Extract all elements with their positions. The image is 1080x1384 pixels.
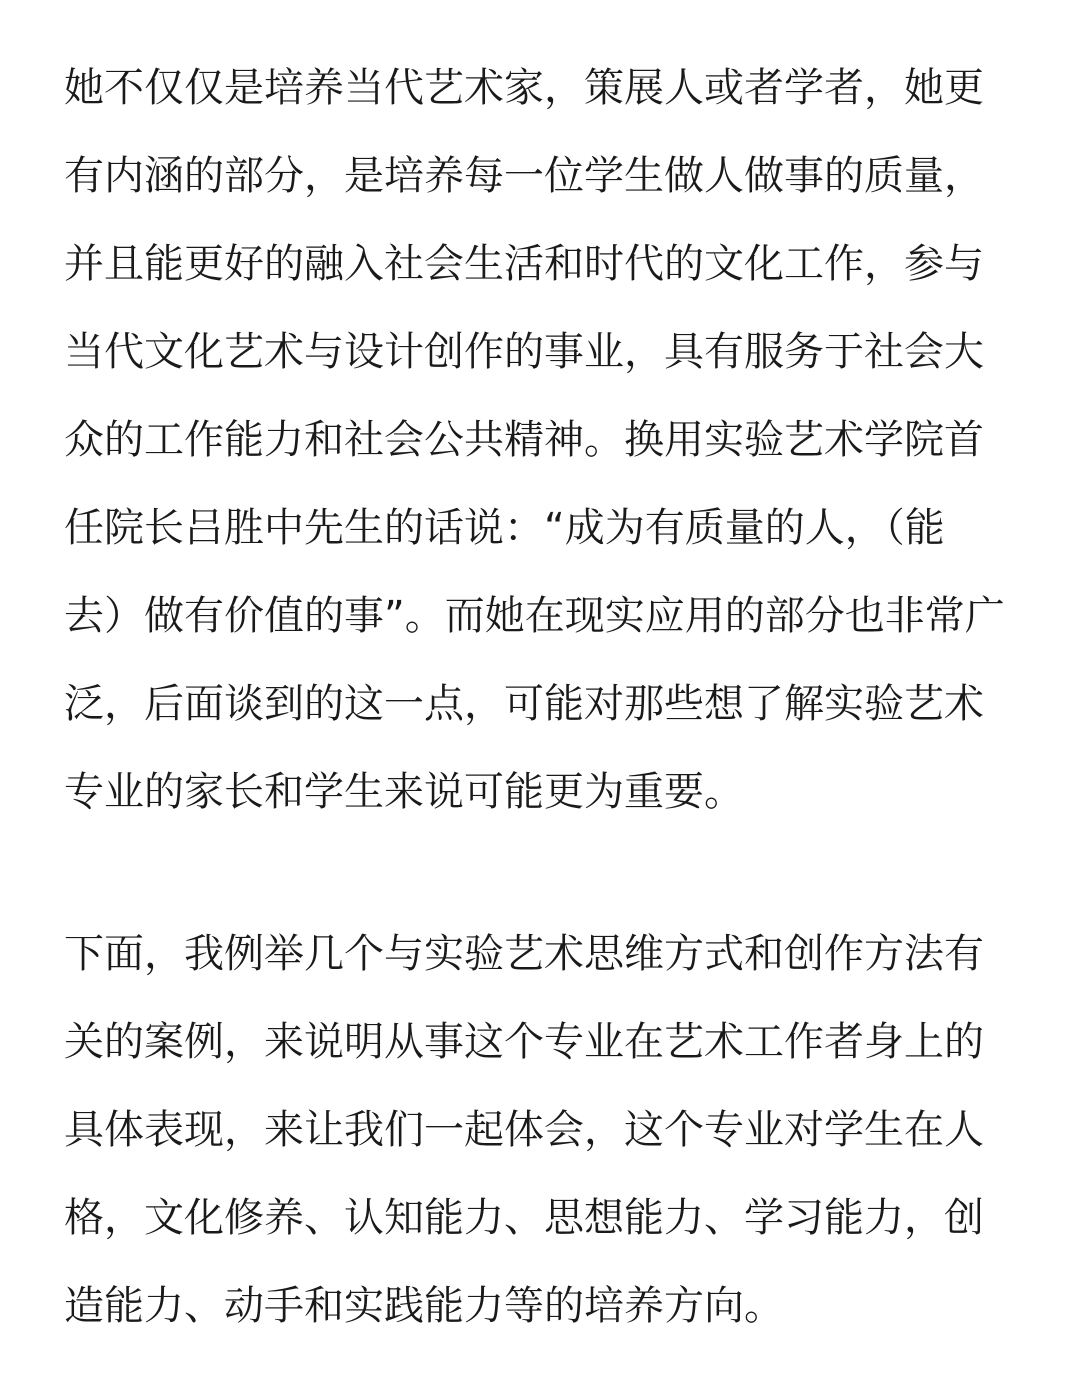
text-line: 关的案例，来说明从事这个专业在艺术工作者身上的 <box>64 1019 984 1065</box>
text-line: 任院长吕胜中先生的话说：“成为有质量的人，（能 <box>64 505 945 551</box>
article-body <box>64 44 1024 1350</box>
text-line: 去）做有价值的事”。而她在现实应用的部分也非常广 <box>64 593 1005 639</box>
text-line: 格，文化修养、认知能力、思想能力、学习能力，创 <box>64 1195 984 1241</box>
text-line: 当代文化艺术与设计创作的事业，具有服务于社会大 <box>64 329 984 375</box>
text-line: 造能力、动手和实践能力等的培养方向。 <box>64 1283 784 1329</box>
text-line: 有内涵的部分，是培养每一位学生做人做事的质量， <box>64 153 984 199</box>
text-line: 具体表现，来让我们一起体会，这个专业对学生在人 <box>64 1107 984 1153</box>
text-line: 并且能更好的融入社会生活和时代的文化工作，参与 <box>64 241 984 287</box>
paragraph-2 <box>64 910 1024 1350</box>
text-line: 专业的家长和学生来说可能更为重要。 <box>64 769 744 815</box>
paragraph-1 <box>64 44 1024 836</box>
text-line: 众的工作能力和社会公共精神。换用实验艺术学院首 <box>64 417 984 463</box>
text-line: 她不仅仅是培养当代艺术家，策展人或者学者，她更 <box>64 65 984 111</box>
text-line: 泛，后面谈到的这一点，可能对那些想了解实验艺术 <box>64 681 984 727</box>
text-line: 下面，我例举几个与实验艺术思维方式和创作方法有 <box>64 931 984 977</box>
